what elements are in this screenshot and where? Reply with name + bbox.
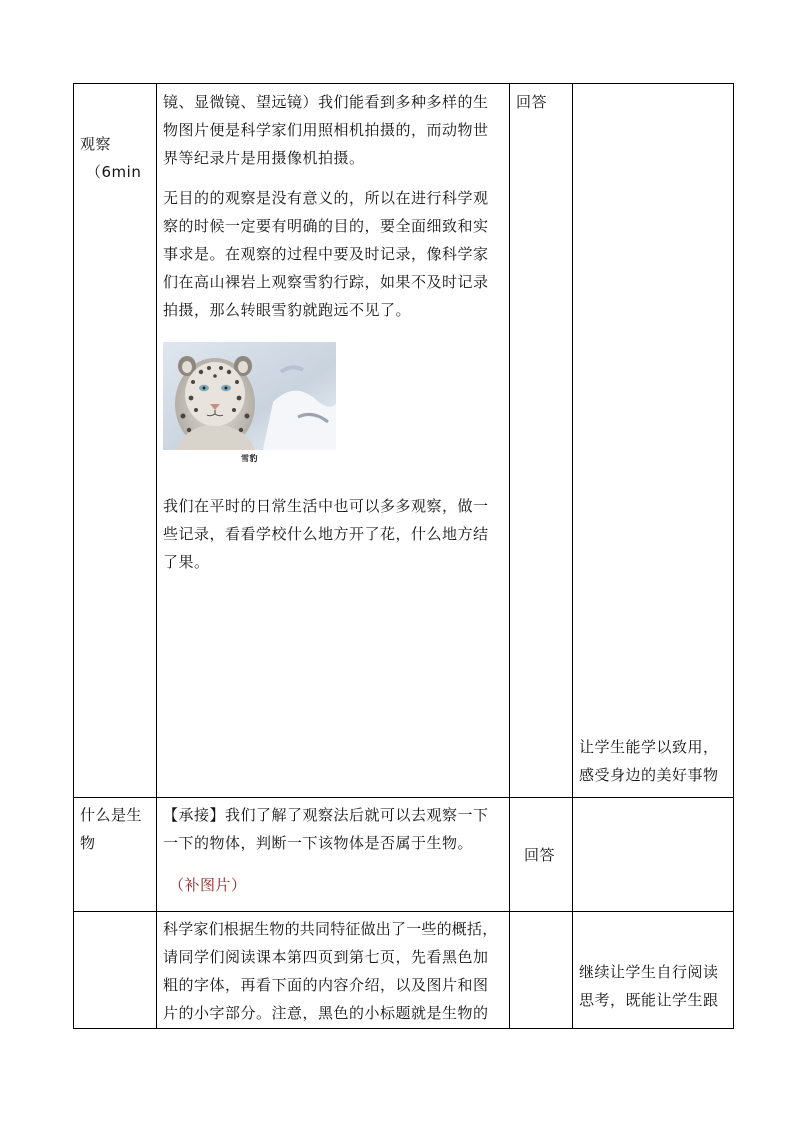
student-activity-cell — [510, 84, 573, 798]
purpose-cell — [573, 84, 734, 798]
text-line: 们在高山裸岩上观察雪豹行踪，如果不及时记录 — [163, 273, 489, 291]
image-caption: 雪豹 — [241, 454, 258, 463]
section-label-line: 物 — [80, 834, 96, 852]
text-line: 请同学们阅读课本第四页到第七页，先看黑色加 — [163, 948, 489, 966]
section-cell — [74, 912, 157, 1029]
text-line: 片的小字部分。注意，黑色的小标题就是生物的 — [163, 1004, 489, 1022]
text-line: 事求是。在观察的过程中要及时记录，像科学家 — [163, 245, 489, 263]
student-activity-cell — [510, 798, 573, 912]
section-label-line: 什么是生 — [80, 806, 143, 824]
text-line: 一下的物体，判断一下该物体是否属于生物。 — [163, 834, 474, 852]
table-row-what-is-living-thing — [74, 798, 734, 912]
section-label-line: 观察 — [80, 135, 112, 153]
image-placeholder-note: （补图片） — [169, 876, 247, 894]
section-label-line: （6min — [86, 163, 142, 181]
text-line: 物图片便是科学家们用照相机拍摄的，而动物世 — [163, 121, 489, 139]
student-activity-text: 回答 — [516, 93, 548, 111]
paragraph — [163, 88, 509, 172]
text-line: 【承接】我们了解了观察法后就可以去观察一下 — [163, 806, 489, 824]
text-line: 粗的字体，再看下面的内容介绍，以及图片和图 — [163, 976, 489, 994]
content-cell — [157, 912, 510, 1029]
text-line: 镜、显微镜、望远镜）我们能看到多种多样的生 — [163, 93, 489, 111]
text-line: 科学家们根据生物的共同特征做出了一些的概括， — [163, 920, 498, 938]
text-line: 察的时候一定要有明确的目的，要全面细致和实 — [163, 217, 489, 235]
text-line: 拍摄，那么转眼雪豹就跑远不见了。 — [163, 301, 412, 319]
student-activity-text: 回答 — [524, 845, 556, 864]
purpose-line: 思考，既能让学生跟 — [579, 991, 719, 1009]
table-row-observation — [74, 84, 734, 798]
purpose-line: 继续让学生自行阅读 — [579, 963, 719, 981]
content-cell — [157, 798, 510, 912]
section-cell — [74, 84, 157, 798]
lesson-plan-table — [73, 83, 734, 1029]
student-activity-cell — [510, 912, 573, 1029]
purpose-cell — [573, 798, 734, 912]
section-cell — [74, 798, 157, 912]
text-line: 了果。 — [163, 553, 210, 571]
purpose-line: 感受身边的美好事物 — [579, 766, 719, 784]
purpose-cell — [573, 912, 734, 1029]
text-line: 我们在平时的日常生活中也可以多多观察，做一 — [163, 497, 489, 515]
purpose-line: 让学生能学以致用， — [579, 738, 719, 756]
paragraph — [163, 492, 509, 576]
snow-leopard-photo — [163, 342, 336, 450]
table-row-characteristics — [74, 912, 734, 1029]
text-line: 界等纪录片是用摄像机拍摄。 — [163, 149, 365, 167]
snow-leopard-figure — [163, 342, 336, 464]
text-line: 无目的的观察是没有意义的，所以在进行科学观 — [163, 189, 489, 207]
text-line: 些记录，看看学校什么地方开了花，什么地方结 — [163, 525, 489, 543]
paragraph — [163, 184, 509, 324]
content-cell — [157, 84, 510, 798]
